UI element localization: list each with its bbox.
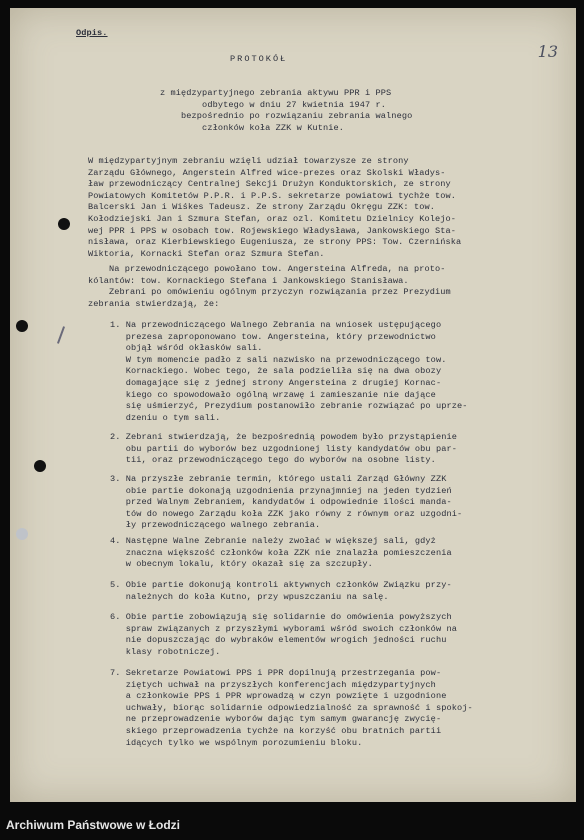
list-item: 7. Sekretarze Powiatowi PPS i PPR dopilnują przestrzegania pow- ziętych uchwał na przyszłych konferencjach międzypartyjnych a członkowie PPS i PPR wprowadzą w czyn powzięte i uzgodnione uchwały, biorąc solidarnie odpowiedzialność za sprawność i spokoj- ne przeprowadzenie wyborów dając tym samym gwarancję zwycię- skiego przeprowadzenia tychże na korzyść obu bratnich partii idących tylko we wspólnym porozumieniu bloku. <box>110 668 473 748</box>
binder-hole <box>58 218 70 230</box>
list-item: 5. Obie partie dokonują kontroli aktywnych członków Związku przy- należnych do koła Kutno, przy wpuszczaniu na salę. <box>110 580 452 602</box>
list-item: 3. Na przyszłe zebranie termin, którego ustali Zarząd Główny ZZK obie partie dokonają uzgodnienia przynajmniej na jeden tydzień przed Walnym Zebraniem, kandydatów i odpowiednie ilości manda- tów do nowego Zarządu koła ZZK jako równy z równym oraz uzgodni- ły przewodniczącego walnego zebrania. <box>110 474 463 531</box>
document-page <box>10 8 576 802</box>
list-item: 6. Obie partie zobowiązują się solidarnie do omówienia powyższych spraw związanych z przyszłymi wyborami wśród swoich członków na nie dopuszczając do wybraków elementów wrogich jedności ruchu klasy robotniczej. <box>110 612 457 657</box>
intro-paragraph: W międzypartyjnym zebraniu wzięli udział towarzysze ze strony Zarządu Głównego, Angerstein Alfred wice-prezes oraz Skolski Władys- ław przewodniczący Centralnej Sekcji Drużyn Konduktorskich, ze strony Powiatowych Komitetów P.P.R. i P.P.S. sekretarze powiatowi tychże tow. Balcerski Jan i Wiśkes Tadeusz. Ze strony Zarządu Okręgu ZZK: tow. Kołodziejski Jan i Szmura Stefan, oraz ozl. Komitetu Dzielnicy Kolejo- wej PPR i PPS w osobach tow. Rojewskiego Władysława, Jankowskiego Sta- nisława, oraz Kierbiewskiego Eugeniusza, ze strony PPS: Tow. Czernińska Wiktoria, Kornacki Stefan oraz Szmura Stefan. <box>88 156 462 259</box>
intro-paragraph-2: Na przewodniczącego powołano tow. Angersteina Alfreda, na proto- kólantów: tow. Kornackiego Stefana i Jankowskiego Stanisława. Zebrani po omówieniu ogólnym przyczyn rozwiązania przez Prezydium zebrania stwierdzają, że: <box>88 264 451 309</box>
page-number: 13 <box>537 42 558 61</box>
odpis-label: Odpis. <box>76 28 108 38</box>
list-item: 1. Na przewodniczącego Walnego Zebrania na wniosek ustępującego prezesa zaproponowano tow. Angersteina, który przewodnictwo objął wśród okłasków sali. W tym momencie padło z sali nazwisko na przewodniczącego tow. Kornackiego. Wobec tego, że sala podzieliła się na dwa obozy domagające się z jednej strony Angersteina z drugiej Kornac- kiego co spowodowało ogólną wrzawę i zamieszanie nie dające się uśmierzyć, Prezydium postanowiło zebranie rozwiązać po uprze- dzeniu o tym sali. <box>110 320 468 423</box>
archive-footer: Archiwum Państwowe w Łodzi <box>0 810 584 840</box>
list-item: 4. Następne Walne Zebranie należy zwołać w większej sali, gdyż znaczna większość członków koła ZZK nie znalazła pomieszczenia w obecnym lokalu, który okazał się za szczupły. <box>110 536 452 570</box>
binder-hole <box>34 460 46 472</box>
document-header: z międzypartyjnego zebrania aktywu PPR i PPS odbytego w dniu 27 kwietnia 1947 r. bezpośrednio po rozwiązaniu zebrania walnego członków koła ZZK w Kutnie. <box>160 88 413 133</box>
list-item: 2. Zebrani stwierdzają, że bezpośrednią powodem było przystąpienie obu partii do wyborów bez uzgodnionej listy kandydatów obu par- tii, oraz przewodniczącego tego do wyborów na osobne listy. <box>110 432 457 466</box>
pencil-mark <box>57 326 65 344</box>
binder-hole <box>16 528 28 540</box>
document-title: PROTOKÓŁ <box>230 54 288 64</box>
binder-hole <box>16 320 28 332</box>
